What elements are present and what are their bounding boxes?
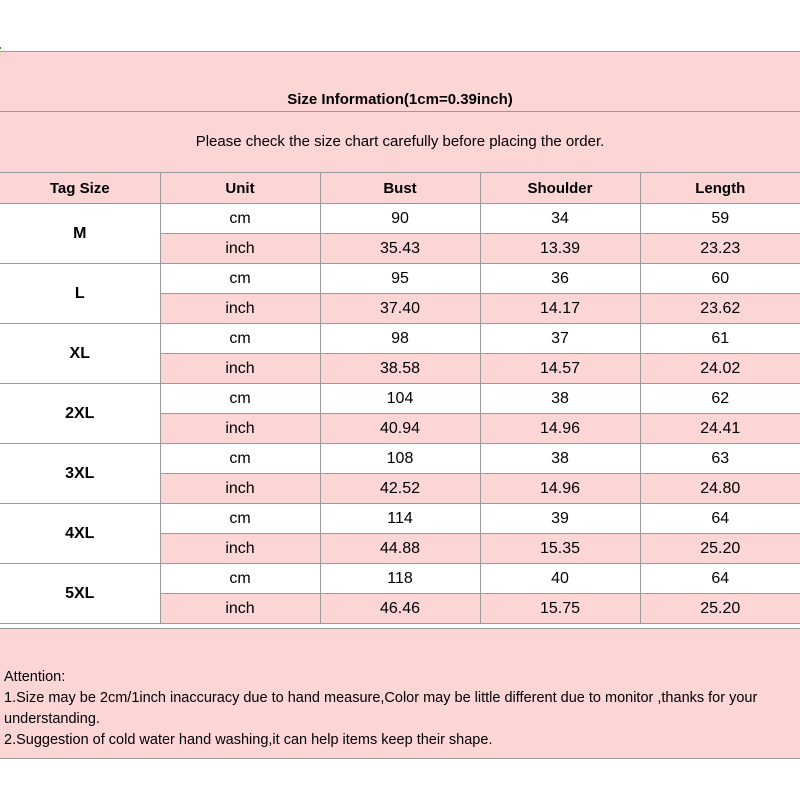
attention-line-1: 1.Size may be 2cm/1inch inaccuracy due to hand measure,Color may be little different due to monitor ,thanks for your understanding. (4, 690, 758, 727)
header-bust: Bust (320, 173, 480, 204)
bust-inch-cell: 42.52 (320, 474, 480, 504)
header-shoulder: Shoulder (480, 173, 640, 204)
tag-size-cell: 5XL (0, 564, 160, 624)
shoulder-cm-cell: 40 (480, 564, 640, 594)
length-inch-cell: 25.20 (640, 594, 800, 624)
size-chart-title: Size Information(1cm=0.39inch) (287, 91, 513, 108)
unit-cm-cell: cm (160, 384, 320, 414)
attention-text (4, 667, 798, 751)
bust-cm-cell: 104 (320, 384, 480, 414)
shoulder-cm-cell: 37 (480, 324, 640, 354)
notice-row (0, 112, 800, 173)
attention-line-2: 2.Suggestion of cold water hand washing,it can help items keep their shape. (4, 732, 493, 748)
unit-inch-cell: inch (160, 474, 320, 504)
unit-cm-cell: cm (160, 324, 320, 354)
unit-inch-cell: inch (160, 354, 320, 384)
length-cm-cell: 59 (640, 204, 800, 234)
order-notice: Please check the size chart carefully before placing the order. (195, 133, 605, 150)
header-tag-size: Tag Size (0, 173, 160, 204)
tag-size-cell: 3XL (0, 444, 160, 504)
length-cm-cell: 64 (640, 504, 800, 534)
length-cm-cell: 62 (640, 384, 800, 414)
table-row (0, 204, 800, 234)
table-header-row (0, 173, 800, 204)
header-length: Length (640, 173, 800, 204)
bust-cm-cell: 98 (320, 324, 480, 354)
tag-size-cell: XL (0, 324, 160, 384)
header-unit: Unit (160, 173, 320, 204)
shoulder-inch-cell: 13.39 (480, 234, 640, 264)
shoulder-inch-cell: 14.17 (480, 294, 640, 324)
edge-marker (0, 47, 1, 49)
table-row (0, 444, 800, 474)
unit-cm-cell: cm (160, 204, 320, 234)
shoulder-inch-cell: 14.96 (480, 414, 640, 444)
bust-inch-cell: 38.58 (320, 354, 480, 384)
bust-cm-cell: 95 (320, 264, 480, 294)
length-inch-cell: 23.62 (640, 294, 800, 324)
shoulder-inch-cell: 14.96 (480, 474, 640, 504)
title-row (0, 52, 800, 112)
bust-inch-cell: 37.40 (320, 294, 480, 324)
tag-size-cell: 4XL (0, 504, 160, 564)
table-row (0, 504, 800, 534)
unit-inch-cell: inch (160, 594, 320, 624)
bust-inch-cell: 40.94 (320, 414, 480, 444)
length-inch-cell: 24.80 (640, 474, 800, 504)
length-inch-cell: 23.23 (640, 234, 800, 264)
shoulder-inch-cell: 15.35 (480, 534, 640, 564)
shoulder-cm-cell: 38 (480, 444, 640, 474)
bust-inch-cell: 35.43 (320, 234, 480, 264)
size-chart-sheet (0, 51, 800, 759)
bust-cm-cell: 118 (320, 564, 480, 594)
table-row (0, 264, 800, 294)
size-table-body (0, 204, 800, 624)
bust-cm-cell: 108 (320, 444, 480, 474)
unit-inch-cell: inch (160, 234, 320, 264)
shoulder-inch-cell: 14.57 (480, 354, 640, 384)
unit-cm-cell: cm (160, 444, 320, 474)
shoulder-cm-cell: 39 (480, 504, 640, 534)
length-cm-cell: 61 (640, 324, 800, 354)
shoulder-cm-cell: 36 (480, 264, 640, 294)
length-cm-cell: 63 (640, 444, 800, 474)
bust-inch-cell: 46.46 (320, 594, 480, 624)
shoulder-cm-cell: 38 (480, 384, 640, 414)
shoulder-inch-cell: 15.75 (480, 594, 640, 624)
bust-inch-cell: 44.88 (320, 534, 480, 564)
table-row (0, 564, 800, 594)
unit-cm-cell: cm (160, 264, 320, 294)
unit-inch-cell: inch (160, 414, 320, 444)
length-inch-cell: 25.20 (640, 534, 800, 564)
size-table (0, 173, 800, 624)
unit-inch-cell: inch (160, 294, 320, 324)
attention-heading: Attention: (4, 669, 66, 685)
length-cm-cell: 60 (640, 264, 800, 294)
tag-size-cell: L (0, 264, 160, 324)
table-row (0, 384, 800, 414)
unit-cm-cell: cm (160, 504, 320, 534)
bust-cm-cell: 90 (320, 204, 480, 234)
unit-cm-cell: cm (160, 564, 320, 594)
length-cm-cell: 64 (640, 564, 800, 594)
tag-size-cell: 2XL (0, 384, 160, 444)
shoulder-cm-cell: 34 (480, 204, 640, 234)
attention-section (0, 628, 800, 758)
length-inch-cell: 24.41 (640, 414, 800, 444)
unit-inch-cell: inch (160, 534, 320, 564)
table-row (0, 324, 800, 354)
bust-cm-cell: 114 (320, 504, 480, 534)
length-inch-cell: 24.02 (640, 354, 800, 384)
tag-size-cell: M (0, 204, 160, 264)
